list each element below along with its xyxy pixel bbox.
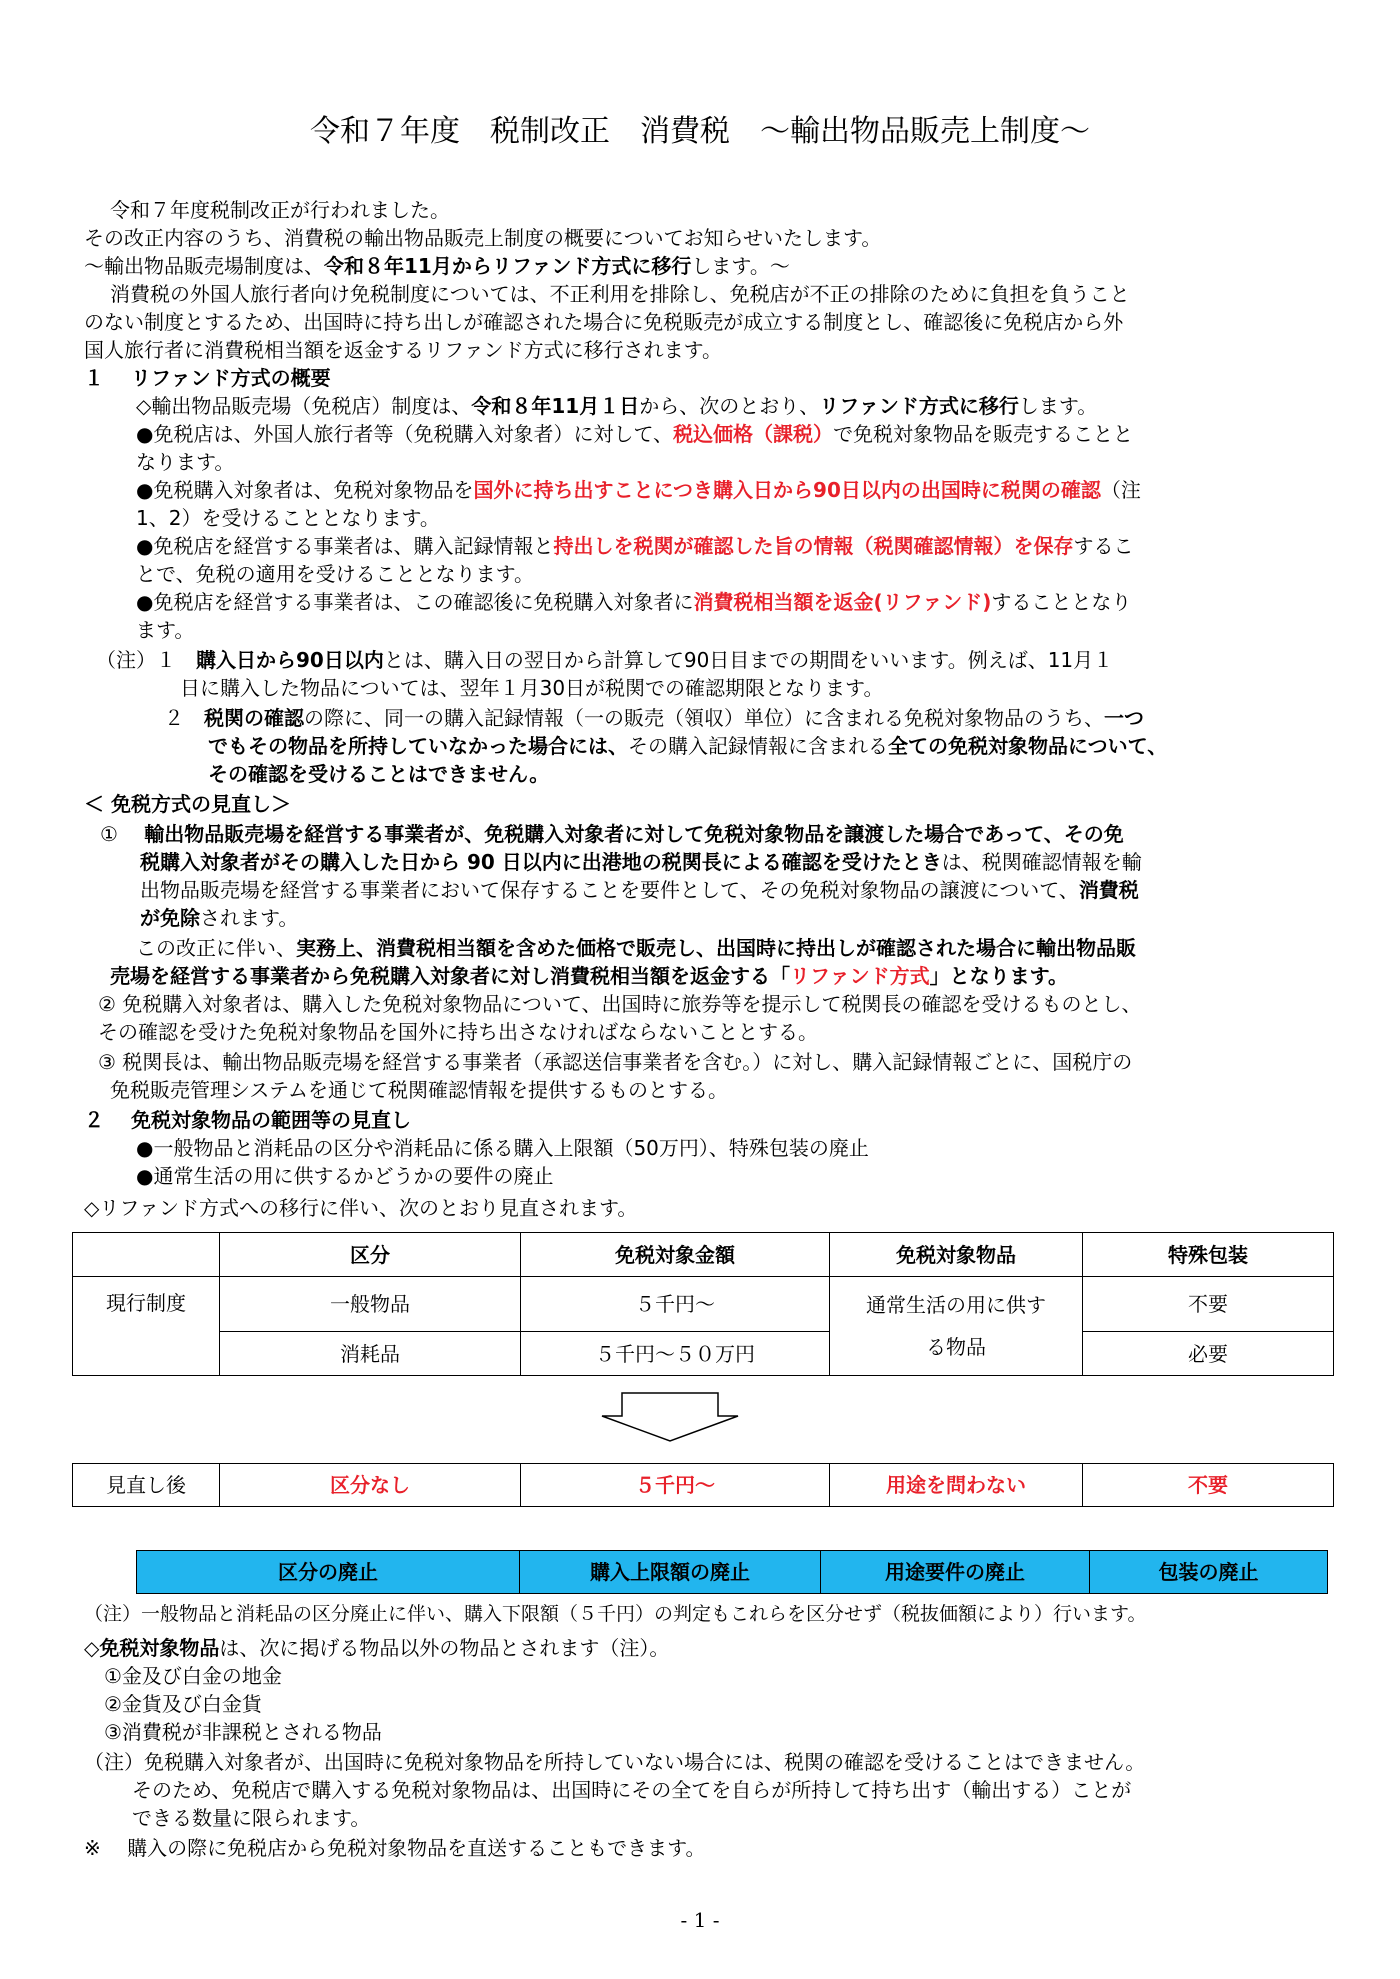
intro-line-2: その改正内容のうち、消費税の輸出物品販売上制度の概要についてお知らせいたします。: [84, 226, 882, 250]
s2-bullet-1: ●一般物品と消耗品の区分や消耗品に係る購入上限額（50万円）、特殊包装の廃止: [136, 1136, 869, 1160]
revision-heading: ＜ 免税方式の見直し＞: [84, 792, 291, 816]
intro-line-6: 国人旅行者に消費税相当額を返金するリファンド方式に移行されます。: [84, 338, 722, 362]
rev-clause-2: ② 免税購入対象者は、購入した免税対象物品について、出国時に旅券等を提示して税関長の確認を受けるものとし、: [98, 992, 1142, 1016]
s1-note-2-cont: でもその物品を所持していなかった場合には、その購入記録情報に含まれる全ての免税対象物品について、: [208, 734, 1168, 758]
note-direct-shipping: ※ 購入の際に免税店から免税対象物品を直送することもできます。: [84, 1836, 706, 1860]
table-cell: 不要: [1083, 1277, 1334, 1332]
rev-clause-3-cont: 免税販売管理システムを通じて税関確認情報を提供するものとする。: [110, 1078, 728, 1102]
summary-cell: 用途要件の廃止: [821, 1551, 1090, 1594]
summary-cell: 区分の廃止: [137, 1551, 520, 1594]
note-lower-limit: （注）一般物品と消耗品の区分廃止に伴い、購入下限額（５千円）の判定もこれらを区分せず（税抜価額により）行います。: [84, 1603, 1147, 1625]
down-arrow-icon: [600, 1392, 740, 1442]
intro-line-3: ～輸出物品販売場制度は、令和８年11月からリファンド方式に移行します。～: [84, 254, 790, 278]
s1-bullet-1-cont: なります。: [136, 450, 235, 474]
summary-cell: 包装の廃止: [1090, 1551, 1328, 1594]
s1-bullet-1: ●免税店は、外国人旅行者等（免税購入対象者）に対して、税込価格（課税）で免税対象物品を販売することと: [136, 422, 1134, 446]
s1-note-2-end: その確認を受けることはできません。: [208, 762, 550, 786]
s1-note-1-cont: 日に購入した物品については、翌年１月30日が税関での確認期限となります。: [180, 676, 884, 700]
exempt-goods-item-1: ①金及び白金の地金: [104, 1664, 282, 1688]
s2-lead: ◇リファンド方式への移行に伴い、次のとおり見直されます。: [84, 1196, 638, 1220]
rev-clause-1-cont-1: 税購入対象者がその購入した日から 90 日以内に出港地の税関長による確認を受けたときは、税関確認情報を輸: [140, 850, 1142, 874]
table-cell: 消耗品: [220, 1332, 521, 1376]
table-cell-goods: 通常生活の用に供す る物品: [830, 1277, 1083, 1376]
rev-clause-1-cont-3: が免除されます。: [140, 906, 299, 930]
s1-bullet-3-cont: とで、免税の適用を受けることとなります。: [136, 562, 534, 586]
current-system-table: [72, 1232, 1334, 1376]
s1-bullet-2-cont: 1、2）を受けることとなります。: [136, 506, 440, 530]
row-label: 現行制度: [73, 1277, 220, 1376]
note-possession-cont-2: できる数量に限られます。: [132, 1806, 371, 1830]
section-2-heading: ２ 免税対象物品の範囲等の見直し: [84, 1108, 411, 1132]
s1-para-1: ◇輸出物品販売場（免税店）制度は、令和８年11月１日から、次のとおり、リファンド方式に移行します。: [136, 394, 1098, 418]
exempt-goods-item-2: ②金貨及び白金貨: [104, 1692, 262, 1716]
table-cell: 不要: [1083, 1464, 1334, 1507]
page-number: - 1 -: [680, 1908, 720, 1932]
note-possession: （注）免税購入対象者が、出国時に免税対象物品を所持していない場合には、税関の確認を受けることはできません。: [84, 1750, 1146, 1774]
table-cell: ５千円～: [521, 1277, 830, 1332]
intro-emphasis: 令和８年11月からリファンド方式に移行: [324, 254, 692, 278]
rev-clause-3: ③ 税関長は、輸出物品販売場を経営する事業者（承認送信事業者を含む。）に対し、購入記録情報ごとに、国税庁の: [98, 1050, 1133, 1074]
s1-bullet-4: ●免税店を経営する事業者は、この確認後に免税購入対象者に消費税相当額を返金(リファンド)することとなり: [136, 590, 1132, 614]
table-header: 特殊包装: [1083, 1233, 1334, 1277]
s1-bullet-3: ●免税店を経営する事業者は、購入記録情報と持出しを税関が確認した旨の情報（税関確認情報）を保存するこ: [136, 534, 1134, 558]
table-cell: 一般物品: [220, 1277, 521, 1332]
s1-note-2: ２ 税関の確認の際に、同一の購入記録情報（一の販売（領収）単位）に含まれる免税対象物品のうち、一つ: [164, 706, 1144, 730]
exempt-goods-lead: ◇免税対象物品は、次に掲げる物品以外の物品とされます（注）。: [84, 1636, 670, 1660]
rev-clause-2-cont: その確認を受けた免税対象物品を国外に持ち出さなければならないこととする。: [98, 1020, 818, 1044]
table-cell: ５千円～５０万円: [521, 1332, 830, 1376]
rev-para-2-cont: 売場を経営する事業者から免税購入対象者に対し消費税相当額を返金する「リファンド方式」となります。: [110, 964, 1069, 988]
note-possession-cont-1: そのため、免税店で購入する免税対象物品は、出国時にその全てを自らが所持して持ち出す（輸出する）ことが: [132, 1778, 1132, 1802]
intro-line-5: のない制度とするため、出国時に持ち出しが確認された場合に免税販売が成立する制度とし、確認後に免税店から外: [84, 310, 1124, 334]
rev-clause-1: ① 輸出物品販売場を経営する事業者が、免税購入対象者に対して免税対象物品を譲渡した場合であって、その免: [100, 822, 1124, 846]
row-label: 見直し後: [73, 1464, 220, 1507]
s1-bullet-2: ●免税購入対象者は、免税対象物品を国外に持ち出すことにつき購入日から90日以内の出国時に税関の確認（注: [136, 478, 1141, 502]
intro-line-1: 令和７年度税制改正が行われました。: [110, 198, 450, 222]
table-cell: ５千円～: [521, 1464, 830, 1507]
abolition-summary-bar: [136, 1550, 1328, 1594]
s2-bullet-2: ●通常生活の用に供するかどうかの要件の廃止: [136, 1164, 554, 1188]
s1-note-1: （注）１ 購入日から90日以内とは、購入日の翌日から計算して90日目までの期間をいいます。例えば、11月１: [96, 648, 1114, 672]
s1-bullet-4-cont: ます。: [136, 618, 195, 642]
table-cell: 区分なし: [220, 1464, 521, 1507]
rev-para-2: この改正に伴い、実務上、消費税相当額を含めた価格で販売し、出国時に持出しが確認された場合に輸出物品販: [136, 936, 1136, 960]
section-1-heading: １ リファンド方式の概要: [84, 366, 331, 390]
revised-system-table: [72, 1463, 1334, 1507]
rev-clause-1-cont-2: 出物品販売場を経営する事業者において保存することを要件として、その免税対象物品の譲渡について、消費税: [140, 878, 1139, 902]
intro-line-4: 消費税の外国人旅行者向け免税制度については、不正利用を排除し、免税店が不正の排除のために負担を負うこと: [110, 282, 1130, 306]
summary-cell: 購入上限額の廃止: [520, 1551, 821, 1594]
table-header: [73, 1233, 220, 1277]
table-cell: 必要: [1083, 1332, 1334, 1376]
table-header: 免税対象物品: [830, 1233, 1083, 1277]
table-header: 免税対象金額: [521, 1233, 830, 1277]
page-title: 令和７年度 税制改正 消費税 ～輸出物品販売上制度～: [310, 114, 1090, 149]
exempt-goods-item-3: ③消費税が非課税とされる物品: [104, 1720, 382, 1744]
table-cell: 用途を問わない: [830, 1464, 1083, 1507]
table-header: 区分: [220, 1233, 521, 1277]
